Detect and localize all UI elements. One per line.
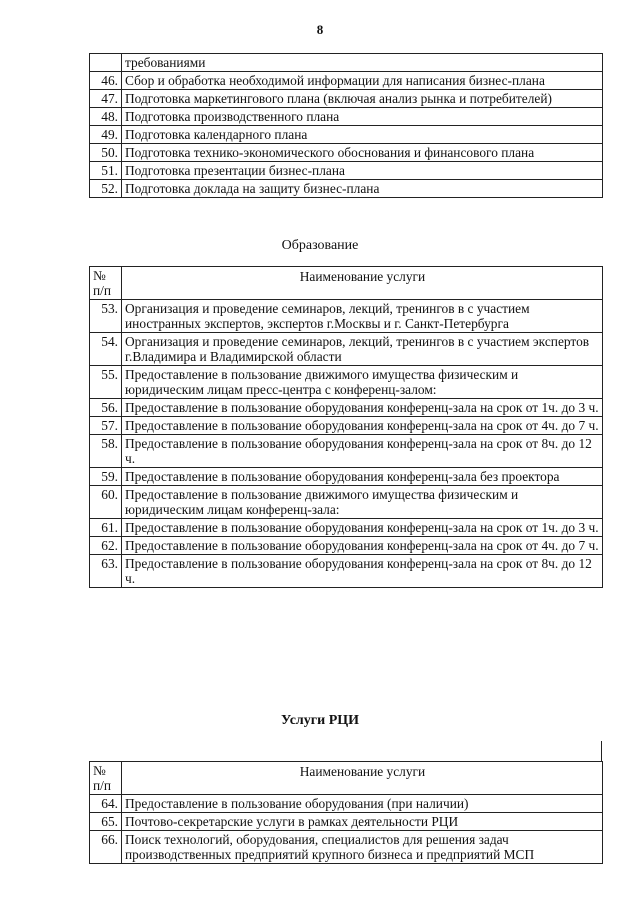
margin-line bbox=[601, 741, 602, 761]
service-name: Подготовка технико-экономического обоснования и финансового плана bbox=[122, 144, 603, 162]
row-number: 62. bbox=[90, 537, 122, 555]
services-table-top bbox=[89, 53, 603, 198]
service-name: Почтово-секретарские услуги в рамках деятельности РЦИ bbox=[122, 813, 603, 831]
services-table-rci bbox=[89, 761, 603, 864]
service-name: Сбор и обработка необходимой информации для написания бизнес-плана bbox=[122, 72, 603, 90]
table-row bbox=[90, 126, 603, 144]
service-name: Подготовка доклада на защиту бизнес-плана bbox=[122, 180, 603, 198]
service-name: Предоставление в пользование оборудования конференц-зала без проектора bbox=[122, 468, 603, 486]
table-row bbox=[90, 486, 603, 519]
table-row bbox=[90, 72, 603, 90]
service-name: Предоставление в пользование оборудования конференц-зала на срок от 8ч. до 12 ч. bbox=[122, 435, 603, 468]
row-number: 61. bbox=[90, 519, 122, 537]
table-header-row bbox=[90, 762, 603, 795]
row-number: 51. bbox=[90, 162, 122, 180]
section-title-rci: Услуги РЦИ bbox=[280, 713, 360, 728]
row-number: 53. bbox=[90, 300, 122, 333]
table-row bbox=[90, 144, 603, 162]
table-row bbox=[90, 417, 603, 435]
row-number: 48. bbox=[90, 108, 122, 126]
page-number: 8 bbox=[316, 22, 324, 37]
row-number: 46. bbox=[90, 72, 122, 90]
row-number: 65. bbox=[90, 813, 122, 831]
service-name: Подготовка презентации бизнес-плана bbox=[122, 162, 603, 180]
service-name: Подготовка производственного плана bbox=[122, 108, 603, 126]
service-name: Предоставление в пользование движимого имущества физическим и юридическим лицам конференц-зала: bbox=[122, 486, 603, 519]
row-number: 59. bbox=[90, 468, 122, 486]
table-row bbox=[90, 399, 603, 417]
service-name: Предоставление в пользование оборудования конференц-зала на срок от 4ч. до 7 ч. bbox=[122, 537, 603, 555]
column-header-number: № п/п bbox=[90, 762, 122, 795]
row-number: 54. bbox=[90, 333, 122, 366]
table-row bbox=[90, 468, 603, 486]
row-number: 47. bbox=[90, 90, 122, 108]
service-name: Предоставление в пользование оборудования конференц-зала на срок от 1ч. до 3 ч. bbox=[122, 519, 603, 537]
service-name: Организация и проведение семинаров, лекций, тренингов в с участием иностранных экспертов, экспертов г.Москвы и г. Санкт-Петербурга bbox=[122, 300, 603, 333]
row-number: 49. bbox=[90, 126, 122, 144]
row-number bbox=[90, 54, 122, 72]
column-header-service-name: Наименование услуги bbox=[122, 762, 603, 795]
table-row bbox=[90, 90, 603, 108]
service-name: Поиск технологий, оборудования, специалистов для решения задач производственных предприятий крупного бизнеса и предприятий МСП bbox=[122, 831, 603, 864]
table-row bbox=[90, 537, 603, 555]
row-number: 60. bbox=[90, 486, 122, 519]
table-row bbox=[90, 54, 603, 72]
service-name: требованиями bbox=[122, 54, 603, 72]
service-name: Подготовка календарного плана bbox=[122, 126, 603, 144]
table-row bbox=[90, 435, 603, 468]
table-header-row bbox=[90, 267, 603, 300]
service-name: Предоставление в пользование оборудования конференц-зала на срок от 4ч. до 7 ч. bbox=[122, 417, 603, 435]
service-name: Подготовка маркетингового плана (включая анализ рынка и потребителей) bbox=[122, 90, 603, 108]
table-row bbox=[90, 333, 603, 366]
table-row bbox=[90, 831, 603, 864]
row-number: 58. bbox=[90, 435, 122, 468]
column-header-service-name: Наименование услуги bbox=[122, 267, 603, 300]
service-name: Предоставление в пользование оборудования (при наличии) bbox=[122, 795, 603, 813]
table-row bbox=[90, 300, 603, 333]
service-name: Организация и проведение семинаров, лекций, тренингов в с участием экспертов г.Владимира и Владимирской области bbox=[122, 333, 603, 366]
table-row bbox=[90, 813, 603, 831]
column-header-number: № п/п bbox=[90, 267, 122, 300]
table-row bbox=[90, 555, 603, 588]
table-row bbox=[90, 366, 603, 399]
row-number: 56. bbox=[90, 399, 122, 417]
row-number: 63. bbox=[90, 555, 122, 588]
service-name: Предоставление в пользование оборудования конференц-зала на срок от 8ч. до 12 ч. bbox=[122, 555, 603, 588]
service-name: Предоставление в пользование оборудования конференц-зала на срок от 1ч. до 3 ч. bbox=[122, 399, 603, 417]
row-number: 57. bbox=[90, 417, 122, 435]
table-row bbox=[90, 180, 603, 198]
row-number: 64. bbox=[90, 795, 122, 813]
row-number: 50. bbox=[90, 144, 122, 162]
row-number: 55. bbox=[90, 366, 122, 399]
section-title-education: Образование bbox=[281, 238, 359, 253]
service-name: Предоставление в пользование движимого имущества физическим и юридическим лицам пресс-центра с конференц-залом: bbox=[122, 366, 603, 399]
row-number: 66. bbox=[90, 831, 122, 864]
table-row bbox=[90, 519, 603, 537]
table-row bbox=[90, 795, 603, 813]
services-table-education bbox=[89, 266, 603, 588]
row-number: 52. bbox=[90, 180, 122, 198]
table-row bbox=[90, 108, 603, 126]
table-row bbox=[90, 162, 603, 180]
